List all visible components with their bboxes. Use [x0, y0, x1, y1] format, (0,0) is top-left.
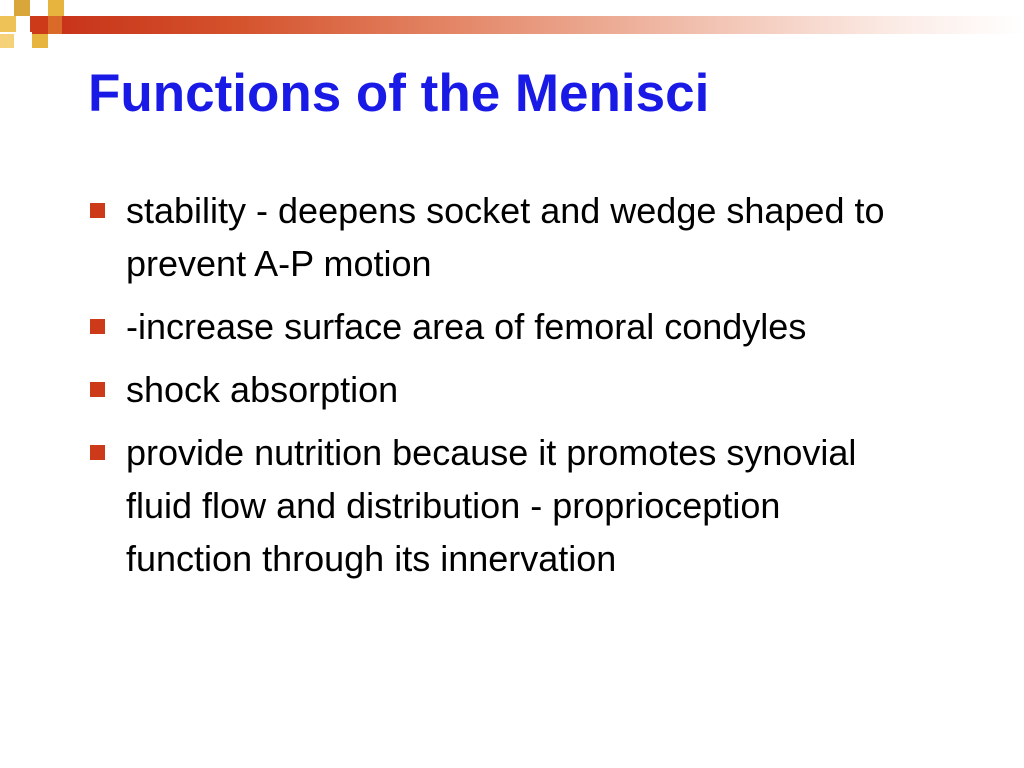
decorative-square [30, 0, 48, 16]
bullet-text: provide nutrition because it promotes synovial fluid flow and distribution - proprioception function through its innervation [126, 432, 857, 579]
square-bullet-icon [90, 382, 105, 397]
decorative-square [48, 0, 64, 16]
decorative-square [0, 16, 16, 32]
bullet-item [88, 300, 908, 353]
decorative-square [30, 16, 50, 34]
decorative-square [0, 34, 14, 48]
bullet-item [88, 184, 908, 290]
decorative-square [14, 32, 32, 48]
decorative-square [32, 34, 48, 48]
square-bullet-icon [90, 319, 105, 334]
bullet-text: shock absorption [126, 369, 399, 410]
bullet-text: -increase surface area of femoral condyles [126, 306, 807, 347]
square-bullet-icon [90, 203, 105, 218]
bullet-item [88, 363, 908, 416]
bullet-item [88, 426, 908, 585]
bullet-list [88, 184, 908, 595]
slide-title: Functions of the Menisci [88, 64, 710, 123]
bullet-text: stability - deepens socket and wedge shaped to prevent A-P motion [126, 190, 885, 284]
square-bullet-icon [90, 445, 105, 460]
decorative-square [48, 16, 62, 34]
top-gradient-band [62, 16, 1024, 34]
decorative-square [14, 0, 30, 16]
